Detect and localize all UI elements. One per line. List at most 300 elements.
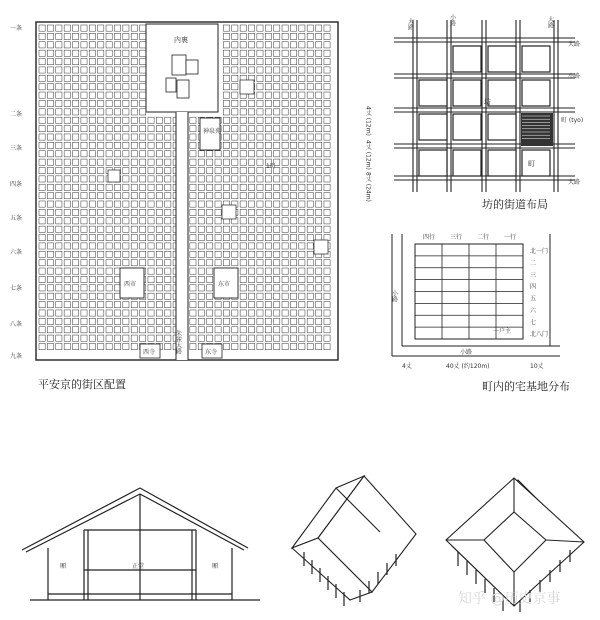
city-block: [73, 302, 79, 308]
city-block: [207, 243, 213, 249]
city-block: [249, 226, 255, 232]
city-block: [324, 42, 330, 48]
city-block: [307, 117, 313, 123]
city-block: [290, 318, 296, 324]
city-block: [265, 59, 271, 65]
city-block: [265, 243, 271, 249]
city-block: [282, 318, 288, 324]
city-block: [123, 33, 129, 39]
city-block: [290, 126, 296, 132]
city-block: [324, 92, 330, 98]
city-block: [39, 75, 45, 81]
city-block: [89, 243, 95, 249]
city-block: [290, 251, 296, 257]
city-block: [274, 243, 280, 249]
city-block: [39, 117, 45, 123]
city-block: [148, 117, 154, 123]
city-block: [232, 310, 238, 316]
city-block: [47, 209, 53, 215]
city-block: [123, 126, 129, 132]
city-block: [140, 184, 146, 190]
city-block: [223, 117, 229, 123]
city-block: [148, 251, 154, 257]
city-block: [106, 243, 112, 249]
city-block: [198, 251, 204, 257]
city-block: [282, 226, 288, 232]
city-block: [73, 151, 79, 157]
city-block: [131, 92, 137, 98]
city-block: [148, 235, 154, 241]
lot-row-label: 北八门: [530, 331, 549, 339]
city-block: [316, 285, 322, 291]
city-block: [39, 268, 45, 274]
city-block: [106, 84, 112, 90]
city-block: [265, 176, 271, 182]
city-block: [89, 100, 95, 106]
city-block: [223, 184, 229, 190]
city-block: [89, 42, 95, 48]
city-block: [47, 318, 53, 324]
city-block: [299, 59, 305, 65]
city-block: [274, 42, 280, 48]
city-block: [299, 335, 305, 341]
city-block: [190, 327, 196, 333]
city-block: [39, 276, 45, 282]
city-block: [257, 159, 263, 165]
city-block: [257, 285, 263, 291]
city-block: [89, 117, 95, 123]
city-block: [73, 25, 79, 31]
city-block: [257, 59, 263, 65]
city-block: [73, 75, 79, 81]
city-block: [249, 151, 255, 157]
city-block: [89, 67, 95, 73]
west-temple-label: 西寺: [143, 349, 156, 356]
city-block: [47, 302, 53, 308]
city-block: [106, 218, 112, 224]
city-block: [232, 184, 238, 190]
lot-left-road: 小路: [390, 290, 398, 302]
city-block: [106, 327, 112, 333]
city-block: [131, 193, 137, 199]
city-block: [106, 67, 112, 73]
city-block: [47, 75, 53, 81]
city-block: [198, 335, 204, 341]
city-block: [140, 42, 146, 48]
city-block: [98, 302, 104, 308]
city-block: [324, 226, 330, 232]
city-block: [316, 260, 322, 266]
city-block: [257, 117, 263, 123]
city-block: [98, 184, 104, 190]
city-block: [64, 109, 70, 115]
city-block: [98, 243, 104, 249]
city-block: [156, 142, 162, 148]
city-block: [165, 193, 171, 199]
city-block: [232, 235, 238, 241]
city-block: [106, 285, 112, 291]
city-block: [307, 176, 313, 182]
city-block: [274, 67, 280, 73]
city-block: [106, 293, 112, 299]
city-block: [47, 285, 53, 291]
city-block: [299, 33, 305, 39]
city-block: [290, 184, 296, 190]
city-block: [282, 25, 288, 31]
city-block: [56, 251, 62, 257]
city-block: [207, 268, 213, 274]
city-block: [232, 193, 238, 199]
city-block: [257, 184, 263, 190]
city-block: [73, 318, 79, 324]
city-block: [98, 109, 104, 115]
city-block: [324, 302, 330, 308]
city-block: [39, 293, 45, 299]
city-block: [140, 335, 146, 341]
city-block: [265, 117, 271, 123]
city-block: [47, 184, 53, 190]
city-block: [223, 159, 229, 165]
city-block: [290, 109, 296, 115]
city-block: [114, 117, 120, 123]
city-block: [307, 201, 313, 207]
city-block: [64, 184, 70, 190]
city-block: [207, 276, 213, 282]
city-block: [56, 201, 62, 207]
city-block: [290, 327, 296, 333]
city-block: [106, 193, 112, 199]
machi-block: [488, 80, 516, 106]
city-block: [290, 235, 296, 241]
city-block: [198, 243, 204, 249]
city-block: [223, 235, 229, 241]
city-block: [131, 42, 137, 48]
city-block: [156, 184, 162, 190]
city-block: [140, 92, 146, 98]
city-block: [148, 167, 154, 173]
city-block: [140, 226, 146, 232]
city-block: [64, 84, 70, 90]
city-block: [56, 335, 62, 341]
city-block: [282, 193, 288, 199]
city-block: [274, 109, 280, 115]
city-block: [156, 209, 162, 215]
city-block: [274, 268, 280, 274]
city-block: [265, 343, 271, 349]
city-block: [98, 176, 104, 182]
city-block: [47, 176, 53, 182]
city-block: [73, 59, 79, 65]
city-block: [106, 201, 112, 207]
city-block: [274, 209, 280, 215]
city-block: [81, 335, 87, 341]
city-block: [257, 243, 263, 249]
city-block: [249, 42, 255, 48]
city-block: [89, 193, 95, 199]
city-block: [274, 201, 280, 207]
city-block: [39, 159, 45, 165]
city-block: [131, 75, 137, 81]
city-block: [249, 25, 255, 31]
city-block: [39, 176, 45, 182]
city-block: [140, 235, 146, 241]
city-block: [148, 226, 154, 232]
city-block: [274, 33, 280, 39]
city-block: [232, 126, 238, 132]
city-block: [232, 260, 238, 266]
city-block: [290, 25, 296, 31]
city-block: [47, 260, 53, 266]
city-block: [106, 92, 112, 98]
city-block: [215, 209, 221, 215]
city-block: [207, 218, 213, 224]
jo-label: 二条: [10, 111, 23, 118]
city-block: [148, 276, 154, 282]
city-block: [114, 302, 120, 308]
city-block: [81, 67, 87, 73]
city-block: [64, 92, 70, 98]
city-block: [290, 243, 296, 249]
city-block: [98, 201, 104, 207]
city-block: [190, 176, 196, 182]
city-block: [156, 201, 162, 207]
city-block: [324, 285, 330, 291]
city-block: [39, 226, 45, 232]
city-block: [307, 159, 313, 165]
city-block: [240, 302, 246, 308]
city-block: [223, 92, 229, 98]
city-block: [290, 167, 296, 173]
city-block: [64, 310, 70, 316]
city-block: [282, 84, 288, 90]
city-block: [73, 100, 79, 106]
city-block: [190, 218, 196, 224]
city-block: [98, 218, 104, 224]
city-block: [274, 92, 280, 98]
city-block: [73, 42, 79, 48]
city-block: [240, 310, 246, 316]
city-block: [39, 109, 45, 115]
city-block: [56, 84, 62, 90]
city-block: [131, 59, 137, 65]
city-block: [223, 33, 229, 39]
city-block: [123, 142, 129, 148]
city-block: [316, 167, 322, 173]
city-block: [165, 260, 171, 266]
city-block: [307, 335, 313, 341]
city-block: [240, 243, 246, 249]
city-block: [299, 327, 305, 333]
city-block: [165, 302, 171, 308]
city-block: [257, 310, 263, 316]
city-block: [148, 310, 154, 316]
city-block: [131, 226, 137, 232]
city-block: [324, 327, 330, 333]
city-block: [232, 25, 238, 31]
city-block: [123, 109, 129, 115]
city-block: [114, 126, 120, 132]
city-block: [240, 335, 246, 341]
city-block: [223, 134, 229, 140]
jo-label: 六条: [10, 249, 23, 256]
city-block: [307, 151, 313, 157]
city-block: [274, 25, 280, 31]
city-block: [98, 226, 104, 232]
city-block: [240, 218, 246, 224]
city-block: [290, 42, 296, 48]
city-block: [232, 343, 238, 349]
city-block: [257, 42, 263, 48]
city-block: [106, 268, 112, 274]
jo-label: 三条: [10, 145, 23, 152]
machi-block: [522, 150, 550, 176]
city-block: [64, 167, 70, 173]
caption-heian: 平安京的街区配置: [38, 378, 126, 391]
city-block: [106, 126, 112, 132]
machi-block: [419, 150, 447, 176]
city-block: [290, 33, 296, 39]
city-block: [123, 302, 129, 308]
city-block: [257, 218, 263, 224]
city-block: [89, 151, 95, 157]
city-block: [98, 293, 104, 299]
city-block: [123, 151, 129, 157]
city-block: [131, 310, 137, 316]
city-block: [190, 276, 196, 282]
city-block: [123, 201, 129, 207]
city-block: [64, 176, 70, 182]
city-block: [73, 50, 79, 56]
city-block: [215, 226, 221, 232]
city-block: [215, 201, 221, 207]
city-block: [282, 100, 288, 106]
city-block: [64, 50, 70, 56]
city-block: [299, 226, 305, 232]
jo-label: 九条: [10, 353, 23, 360]
city-block: [274, 285, 280, 291]
machi-block: [453, 46, 481, 72]
city-block: [114, 142, 120, 148]
city-block: [240, 126, 246, 132]
city-block: [56, 109, 62, 115]
city-block: [307, 25, 313, 31]
city-block: [89, 209, 95, 215]
city-block: [39, 193, 45, 199]
city-block: [73, 193, 79, 199]
city-block: [131, 126, 137, 132]
city-block: [106, 50, 112, 56]
city-block: [56, 151, 62, 157]
city-block: [114, 218, 120, 224]
city-block: [131, 109, 137, 115]
city-block: [156, 193, 162, 199]
city-block: [98, 193, 104, 199]
city-block: [282, 142, 288, 148]
city-block: [106, 59, 112, 65]
city-block: [73, 84, 79, 90]
city-block: [265, 67, 271, 73]
city-block: [257, 126, 263, 132]
city-block: [316, 327, 322, 333]
city-block: [274, 126, 280, 132]
city-block: [282, 92, 288, 98]
city-block: [249, 335, 255, 341]
city-block: [274, 193, 280, 199]
city-block: [131, 50, 137, 56]
city-block: [307, 226, 313, 232]
city-block: [190, 226, 196, 232]
city-block: [232, 327, 238, 333]
city-block: [290, 75, 296, 81]
city-block: [223, 318, 229, 324]
city-block: [56, 276, 62, 282]
city-block: [89, 134, 95, 140]
city-block: [131, 25, 137, 31]
city-block: [156, 251, 162, 257]
city-block: [39, 33, 45, 39]
city-block: [98, 209, 104, 215]
city-block: [207, 327, 213, 333]
city-block: [140, 310, 146, 316]
hip-roof-isometric: [446, 478, 584, 606]
city-block: [190, 142, 196, 148]
city-block: [98, 251, 104, 257]
city-block: [198, 302, 204, 308]
city-block: [290, 335, 296, 341]
city-block: [140, 25, 146, 31]
city-block: [81, 327, 87, 333]
lot-width-1: 4丈: [402, 363, 412, 370]
city-block: [274, 176, 280, 182]
city-block: [123, 100, 129, 106]
city-block: [64, 201, 70, 207]
city-block: [282, 235, 288, 241]
city-block: [165, 310, 171, 316]
city-block: [307, 75, 313, 81]
heian-kyo-map: [10, 22, 338, 360]
city-block: [265, 327, 271, 333]
city-block: [114, 159, 120, 165]
city-block: [307, 134, 313, 140]
city-block: [274, 184, 280, 190]
city-block: [282, 335, 288, 341]
city-block: [324, 151, 330, 157]
city-block: [265, 109, 271, 115]
city-block: [316, 343, 322, 349]
city-block: [290, 260, 296, 266]
city-block: [249, 285, 255, 291]
city-block: [190, 159, 196, 165]
city-block: [39, 25, 45, 31]
city-block: [98, 33, 104, 39]
city-block: [47, 193, 53, 199]
city-block: [47, 33, 53, 39]
city-block: [324, 167, 330, 173]
city-block: [265, 42, 271, 48]
city-block: [316, 335, 322, 341]
city-block: [140, 243, 146, 249]
city-block: [165, 226, 171, 232]
city-block: [249, 251, 255, 257]
city-block: [148, 176, 154, 182]
city-block: [156, 117, 162, 123]
city-block: [73, 201, 79, 207]
city-block: [140, 302, 146, 308]
city-block: [56, 134, 62, 140]
city-block: [106, 100, 112, 106]
city-block: [207, 167, 213, 173]
city-block: [290, 84, 296, 90]
